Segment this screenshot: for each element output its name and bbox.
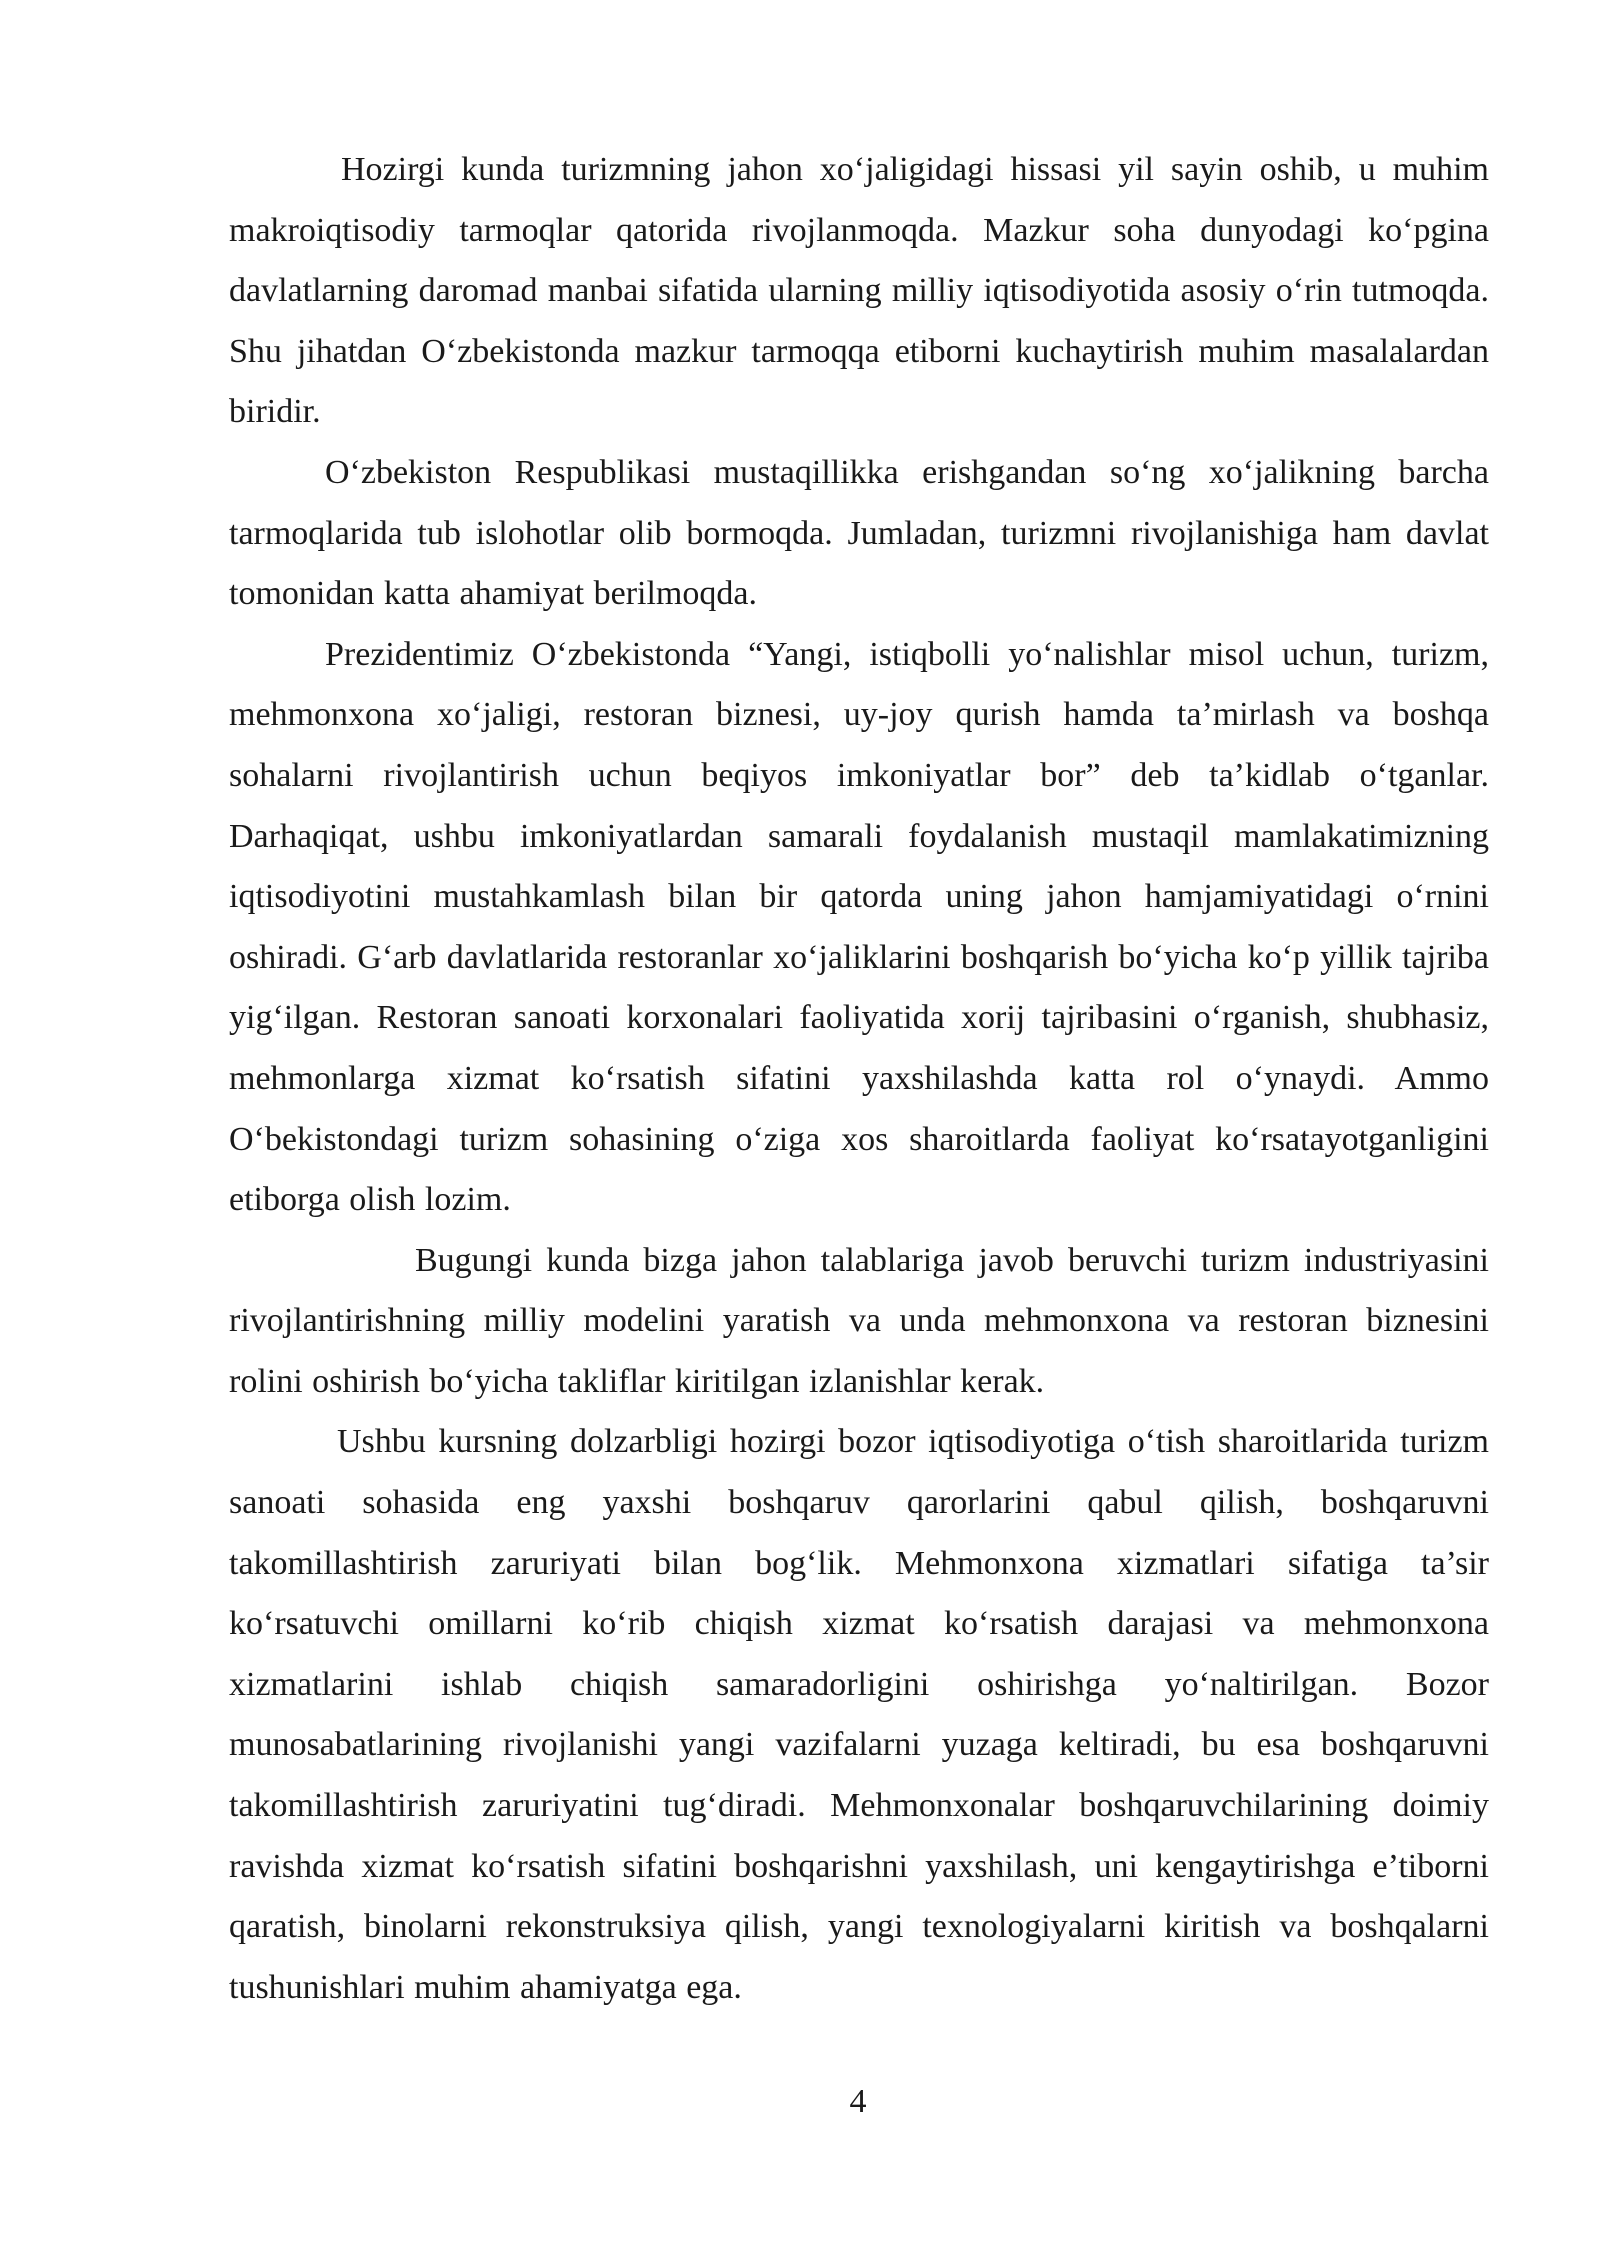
- document-body: [229, 140, 1489, 2018]
- paragraph-tourism-share: Hozirgi kunda turizmning jahon xo‘jaligidagi hissasi yil sayin oshib, u muhim makroiqtisodiy tarmoqlar qatorida rivojlanmoqda. Mazkur soha dunyodagi ko‘pgina davlatlarning daromad manbai sifatida ularning milliy iqtisodiyotida asosiy o‘rin tutmoqda. Shu jihatdan O‘zbekistonda mazkur tarmoqqa etiborni kuchaytirish muhim masalalardan biridir.: [229, 151, 1489, 431]
- paragraph-independence-reforms: O‘zbekiston Respublikasi mustaqillikka erishgandan so‘ng xo‘jalikning barcha tarmoqlarida tub islohotlar olib bormoqda. Jumladan, turizmni rivojlanishiga ham davlat tomonidan katta ahamiyat berilmoqda.: [229, 453, 1489, 613]
- paragraph-course-relevance: Ushbu kursning dolzarbligi hozirgi bozor iqtisodiyotiga o‘tish sharoitlarida turizm sanoati sohasida eng yaxshi boshqaruv qarorlarini qabul qilish, boshqaruvni takomillashtirish zaruriyati bilan bog‘lik. Mehmonxona xizmatlari sifatiga ta’sir ko‘rsatuvchi omillarni ko‘rib chiqish xizmat ko‘rsatish darajasi va mehmonxona xizmatlarini ishlab chiqish samaradorligini oshirishga yo‘naltirilgan. Bozor munosabatlarining rivojlanishi yangi vazifalarni yuzaga keltiradi, bu esa boshqaruvni takomillashtirish zaruriyatini tug‘diradi. Mehmonxonalar boshqaruvchilarining doimiy ravishda xizmat ko‘rsatish sifatini boshqarishni yaxshilash, uni kengaytirishga e’tiborni qaratish, binolarni rekonstruksiya qilish, yangi texnologiyalarni kiritish va boshqalarni tushunishlari muhim ahamiyatga ega.: [229, 1423, 1489, 2006]
- paragraph-national-model: Bugungi kunda bizga jahon talablariga javob beruvchi turizm industriyasini rivojlantirishning milliy modelini yaratish va unda mehmonxona va restoran biznesini rolini oshirish bo‘yicha takliflar kiritilgan izlanishlar kerak.: [229, 1241, 1489, 1400]
- paragraph-president-quote: Prezidentimiz O‘zbekistonda “Yangi, istiqbolli yo‘nalishlar misol uchun, turizm, mehmonxona xo‘jaligi, restoran biznesi, uy-joy qurish hamda ta’mirlash va boshqa sohalarni rivojlantirish uchun beqiyos imkoniyatlar bor” deb ta’kidlab o‘tganlar. Darhaqiqat, ushbu imkoniyatlardan samarali foydalanish mustaqil mamlakatimizning iqtisodiyotini mustahkamlash bilan bir qatorda uning jahon hamjamiyatidagi o‘rnini oshiradi. G‘arb davlatlarida restoranlar xo‘jaliklarini boshqarish bo‘yicha ko‘p yillik tajriba yig‘ilgan. Restoran sanoati korxonalari faoliyatida xorij tajribasini o‘rganish, shubhasiz, mehmonlarga xizmat ko‘rsatish sifatini yaxshilashda katta rol o‘ynaydi. Ammo O‘bekistondagi turizm sohasining o‘ziga xos sharoitlarda faoliyat ko‘rsatayotganligini etiborga olish lozim.: [229, 635, 1489, 1219]
- page-number: 4: [849, 2083, 867, 2120]
